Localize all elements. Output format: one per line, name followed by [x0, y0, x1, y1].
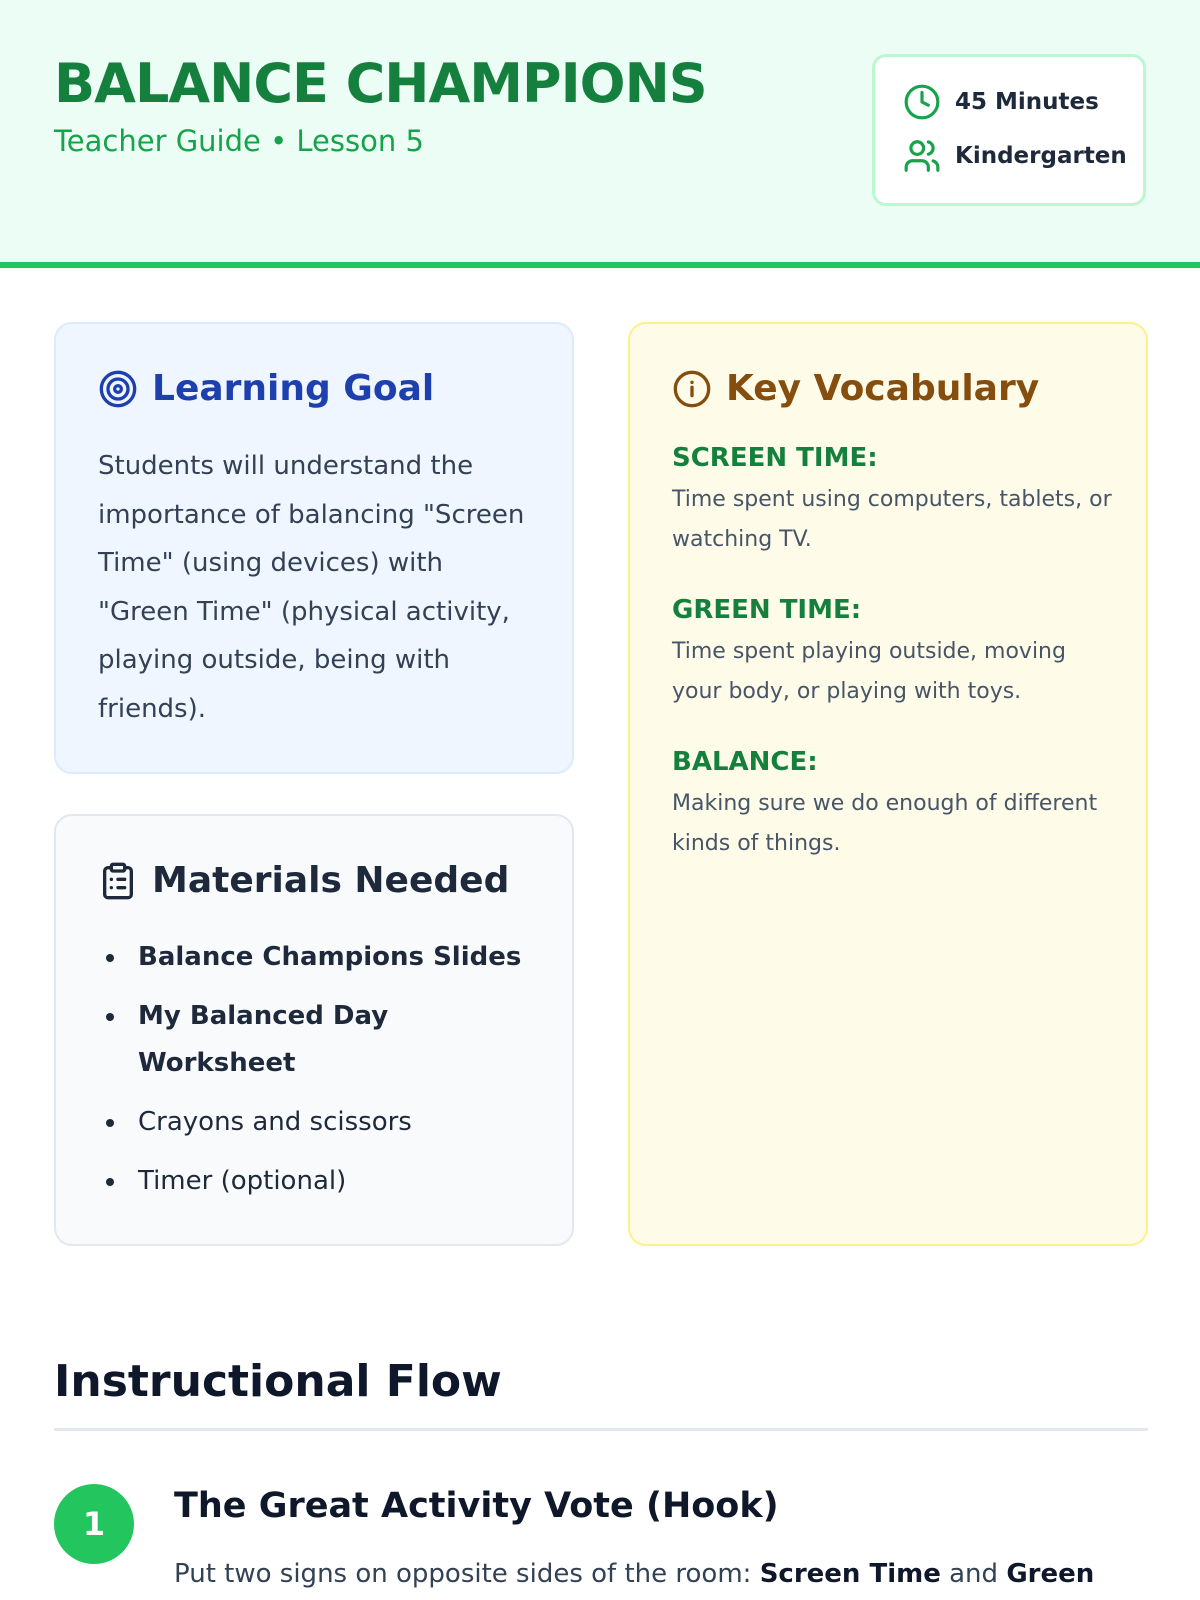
learning-goal-title: Learning Goal — [152, 368, 435, 409]
vocab-term: BALANCE: — [672, 747, 818, 777]
instructional-flow-title: Instructional Flow — [54, 1356, 502, 1407]
vocab-definition: Making sure we do enough of different kinds of things. — [672, 791, 1098, 856]
step-desc-bold: Green — [1006, 1559, 1095, 1589]
learning-goal-heading — [98, 368, 434, 409]
step-desc-text: Put two signs on opposite sides of the room: — [174, 1559, 760, 1589]
materials-card — [54, 814, 574, 1246]
clock-icon — [903, 83, 941, 121]
step-desc-bold: Screen Time — [759, 1559, 941, 1589]
users-icon — [903, 137, 941, 175]
vocabulary-card — [628, 322, 1148, 1246]
list-item: Balance Champions Slides — [98, 934, 548, 981]
clipboard-icon — [98, 861, 138, 901]
materials-heading — [98, 860, 509, 901]
grade-row — [903, 137, 1127, 175]
learning-goal-text: Students will understand the importance of balancing "Screen Time" (using devices) with "Green Time" (physical activity, playing outside, being with friends). — [98, 451, 525, 724]
target-icon — [98, 369, 138, 409]
page-subtitle: Teacher Guide • Lesson 5 — [54, 124, 424, 158]
page-title: BALANCE CHAMPIONS — [54, 52, 707, 115]
list-item: My Balanced Day Worksheet — [98, 993, 548, 1087]
lesson-info-box — [872, 54, 1146, 206]
info-icon — [672, 369, 712, 409]
vocabulary-heading — [672, 368, 1039, 409]
step-number-badge: 1 — [54, 1484, 134, 1564]
step-description — [174, 1554, 1148, 1594]
vocabulary-title: Key Vocabulary — [726, 368, 1040, 409]
vocab-definition: Time spent playing outside, moving your body, or playing with toys. — [672, 639, 1066, 704]
step-title: The Great Activity Vote (Hook) — [174, 1486, 779, 1526]
learning-goal-card — [54, 322, 574, 774]
grade-label: Kindergarten — [955, 143, 1127, 169]
vocab-term: GREEN TIME: — [672, 595, 862, 625]
duration-row — [903, 83, 1099, 121]
duration-label: 45 Minutes — [955, 89, 1099, 115]
materials-title: Materials Needed — [152, 860, 510, 901]
list-item: Timer (optional) — [98, 1158, 548, 1205]
materials-list — [98, 934, 548, 1217]
step-desc-text: and — [940, 1559, 1007, 1589]
lesson-header — [0, 0, 1200, 268]
vocab-definition: Time spent using computers, tablets, or watching TV. — [672, 487, 1112, 552]
list-item: Crayons and scissors — [98, 1099, 548, 1146]
vocab-term: SCREEN TIME: — [672, 443, 878, 473]
vocabulary-list — [672, 440, 1112, 896]
section-divider — [54, 1428, 1148, 1431]
